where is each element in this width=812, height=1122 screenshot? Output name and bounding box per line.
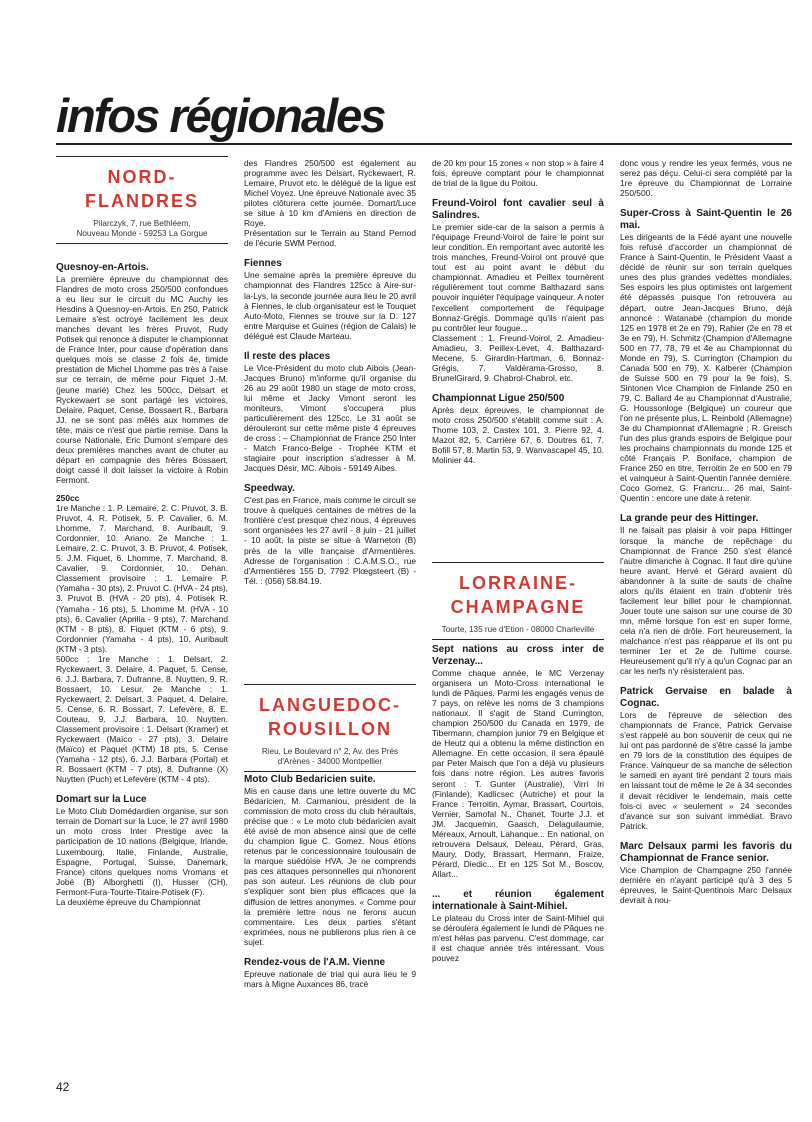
article-heading: Marc Delsaux parmi les favoris du Championnat de France senior.: [620, 840, 792, 864]
article-body: La première épreuve du championnat des Flandres de moto cross 250/500 confondues a eu lieu sur le circuit du MC Auchy les Hesdins à Quesnoy-en-Artois. En 250, Patrick Lemaire s'est octroyé facilement les deux manches devant les frères Pruvot, Rudy Potisek qui renonce à disputer le championnat de France Inter, pour cause d'opération dans quelques mois se classe 2 fois 4e, timide prestation de Michel Lhomme pas très à l'aise sur ce terrain, de même pour Fiquet J.-M. (jeune marié) Chez les 500cc, Delsart et Ryckewaert se sont partagé les victoires, Delaire, Paquet, Cense, Bossaert R., Barbara JJ. ne se sont pas mêlés aux hommes de tête, mais ce n'est que partie remise. Dans la course Nationale, Eric Dumont s'empare des deux premières manches avant de chuter au départ en compagnie des frères Bossaert, doigt cassé il doit laisser la victoire à Robin Fermont.: [56, 274, 228, 485]
column-3: [432, 158, 604, 465]
article-body: de 20 km pour 15 zones « non stop » à faire 4 fois, épreuve comptant pour le championnat de trial de la ligue du Poitou.: [432, 158, 604, 189]
article-body: Le plateau du Cross inter de Saint-Mihiel qui se déroulera également le lundi de Pâques ne m'est hélas pas parvenu. C'est dommage, car il est chaque année très intéressant. Vous pouvez: [432, 912, 604, 964]
article-body: Vice Champion de Champagne 250 l'année dernière en n'ayant participé qu'à 3 des 5 épreuves, le Saint-Quentinois Marc Delsaux devrait à nou-: [620, 864, 792, 905]
article-heading: Quesnoy-en-Artois.: [56, 262, 149, 273]
region-address: Rieu, Le Boulevard n° 2, Av. des Prés d'Arènes - 34000 Montpellier: [261, 747, 399, 766]
article-body: Après deux épreuves, le championnat de moto cross 250/500 s'établit comme suit : A. Thome 103, 2. Castex 101, 3. Pierre 92, 4. Mazot 82, 5. Carrière 67, 6. Doutres 61, 7. Bofill 57, 8. Martin 53, 9. Wanvascapel 45, 10. Molinier 44.: [432, 404, 604, 466]
column-4: [620, 158, 792, 905]
article-body: Mis en cause dans une lettre ouverte du MC Bédaricien, M. Carmaniou, président de la commission de moto cross du club héraultais, précise que : « Le moto club bédaricien avait été avisé de mon absence ainsi que de celle du champion ligue C. Gomez. Nous étions retenus par le concessionnaire toulousain de la marque suédoise HVA. Je ne comprends pas ces attaques personnelles qui n'honorent pas son auteur. Les réunions de club pour s'expliquer sont bien plus efficaces que la diffusion de lettres anonymes. « Comme pour la première lettre nous ne ferons aucun commentaire. Les deux parties s'étant exprimées, nous ne publierons plus rien à ce sujet.: [244, 786, 416, 947]
article-body: La deuxième épreuve du Championnat: [56, 896, 201, 907]
article-body: donc vous y rendre les yeux fermés, vous ne serez pas déçu. Celui-ci sera complété par la 1re épreuve du Championnat de Lorraine 250/500.: [620, 158, 792, 199]
region-box-languedoc-rousillon: [244, 684, 416, 772]
article-heading: Freund-Voirol font cavalier seul à Salindres.: [432, 198, 604, 222]
article-body: Lors de l'épreuve de sélection des championnats de France, Patrick Gervaise s'est rappelé au bon souvenir de ceux qui ne lui ont pas pardonné de s'être cassé la jambe en 79 lors de la constitution des équipes de France. Vainqueur de sa manche de sélection le samedi en ayant tiré pendant 2 tours mais en laissant tout de même le 2e à 34 secondes il devait récidiver le lendemain, mais cette fois-ci avec « seulement » 24 secondes d'avance sur son suivant immédiat. Bravo Patrick.: [620, 710, 792, 831]
region-address: Pilarczyk, 7, rue Bethléem, Nouveau Monde - 59253 La Gorgue: [76, 219, 208, 238]
column-3-lower: [432, 644, 604, 963]
article-heading: Rendez-vous de l'A.M. Vienne: [244, 956, 386, 968]
region-box-lorraine-champagne: [432, 562, 604, 640]
article-heading: La grande peur des Hittinger.: [620, 513, 759, 525]
article-heading: Championnat Ligue 250/500: [432, 392, 565, 404]
region-name: LANGUEDOC- ROUSILLON: [259, 695, 401, 739]
article-body: Le Moto Club Domédardien organise, sur son terrain de Domart sur la Luce, le 27 avril 1980 un moto cross Inter Prestige avec la participation de 10 nations (Belgique, Irlande, Luxembourg, Italie, Finlande, Australie, Espagne, Portugal, Suisse, Danemark, France) citons quelques noms Vromans et Jobé (B) Alborghetti (I), Husser (CH), Fermont-Fura-Tourte-Titaire-Potisek (F).: [56, 806, 228, 897]
page-title: infos régionales: [56, 89, 385, 142]
article-subheading: 250cc: [56, 492, 80, 503]
article-body: 1re Manche : 1. P. Lemaire, 2. C. Pruvot, 3. B. Pruvot, 4. R. Potisek, 5. P. Cavalier, 6. M. Lhomme, 7. Marchand, 8. Auribault, 9. Cordonnier, 10. Ariano. 2e Manche : 1. Lemaire, 2. C. Pruvot, 3. B. Pruvot, 4. Potisek, 5. J.M. Fiquet, 6. Lhomme, 7. Marchand, 8. Cavalier, 9. Cordonnier, 10. Dehan. Classement provisoire : 1. Lemaire P. (Yamaha - 30 pts), 2. Pruvot C. (HVA - 24 pts), 3. Pruvot B. (HVA - 20 pts), 4. Potisek R. (Yamaha - 16 pts), 5. Lhomme M. (HVA - 10 pts), 6. Cavalier (Aprilia - 9 pts), 7. Marchand (KTM - 8 pts), 8. Fiquet (KTM - 6 pts), 9. Cordonnier (Yamaha - 4 pts), 10. Auribault (KTM - 3 pts).: [56, 503, 228, 654]
article-heading: Super-Cross à Saint-Quentin le 26 mai.: [620, 208, 792, 232]
article-heading: Sept nations au cross inter de Verzenay...: [432, 644, 604, 667]
column-1: [56, 262, 228, 907]
article-body: Le Vice-Président du moto club Aibois (Jean-Jacques Bruno) m'informe qu'il organise du 26 au 29 août 1980 un stage de moto cross, lui même et Jacky Vimont seront les moniteurs, Vimont s'occupera plus particulièrement des 125cc. Le 31 août se dérouleront sur cette même piste 4 épreuves de cross : – Championnat de France 250 Inter - Match Franco-Belge - Trophée KTM et stagiaire pour inscription s'adresser à M. Jacques Désir, MC. Aibois - 59149 Aibes.: [244, 362, 416, 474]
article-body: Une semaine après la première épreuve du championnat des Flandres 125cc à Aire-sur-la-Lys, la seconde journée aura lieu le 20 avril à Fiennes, le club organisateur est le Touquet Auto-Moto, Fiennes se trouve sur la D. 127 entre Marquise et Guines (région de Calais) le délégué est Claude Marteau.: [244, 270, 416, 341]
region-name: LORRAINE- CHAMPAGNE: [450, 573, 586, 617]
article-body: Il ne faisait pas plaisir à voir papa Hittinger lorsque la manche de repêchage du Championnat de France 250 s'est élancé l'autre dimanche à Cognac. Il faut dire qu'une heure avant, Hervé et Gérard avaient dû abandonner à la suite de sauts de chaîne alors qu'ils étaient en train d'obtenir très facilement leur billet pour le championnat. Jouer toute une saison sur une course de 30 mn, même lorsque l'on est en super forme, cela n'a rien de drôle. Fort heureusement, la malchance n'est pas réapparue et ils ont pu terminer 1er et 2e de l'ultime course. Heureusement qu'il n'y a qu'un Cognac par an car les nerfs n'y résisteraient pas.: [620, 525, 792, 677]
region-address: Tourte, 135 rue d'Etion - 08000 Charleville: [441, 625, 595, 634]
article-body: C'est pas en France, mais comme le circuit se trouve à quelques centaines de mètres de la frontière c'est presque chez nous, 4 épreuves sont organisées les 27 avril - 8 juin - 21 juillet - 10 août, la piste se situe à Warneton (B) près de la ville française d'Armentières. Adresse de l'organisation : C.A.M.S.O., rue d'Armentières 155 D, 7792 Plœgsteert (B) - Tél. : (056) 58.84.19.: [244, 495, 416, 586]
article-heading: Il reste des places: [244, 350, 331, 362]
article-heading: Speedway.: [244, 483, 295, 495]
article-heading: Domart sur la Luce: [56, 794, 147, 806]
region-name: NORD- FLANDRES: [85, 167, 199, 211]
article-body: des Flandres 250/500 est également au programme avec les Delsart, Ryckewaert, R. Lemaire, Pruvot etc. le délégué de la ligue est Michel Voyez. Une épreuve Nationale avec 35 pilotes clôturera cette journée. Domart/Luce se situe à 10 km d'Amiens en direction de Roye.: [244, 158, 416, 229]
article-body: Le premier side-car de la saison a permis à l'équipage Freund-Voirol de faire le point sur leur condition. En remportant avec autorité les trois manches, Freund-Voirol ont prouvé que tout est au point avant le début du championnat. Amadieu et Peillex tournèrent régulièrement tout comme Balthazard sans pouvoir inquiéter l'équipage vainqueur. A noter l'excellent comportement de l'équipage Bonnaz-Grégis. Dommage qu'ils n'aient pas pu contrôler leur fougue...: [432, 222, 604, 333]
article-body: Les dirigeants de la Fédé ayant une nouvelle fois refusé d'accorder un championnat de France à Saint-Quentin, le Président Vaast a décidé de réunir sur son terrain quelques unes des plus grandes vedettes mondiales. Ses espoirs les plus optimistes ont largement été dépassés puisque l'on retrouvera au départ, outre Jean-Jacques Bruno, déjà annoncé : Watanabé (champion du monde 125 en 1978 et 2e en 79), Rahier (2e en 78 et 3e en 79), H. Schmitz (Champion d'Allemagne 500 en 77, 78, 79 et 4e au Championnat du Monde en 79), S. Currington (Champion du Canada 500 en 79), X. Kalberer (Champion de Suisse 500 en 79 pour la 9e fois), S. Sintonen Vice Champion de Finlande 250 en 79, C. Ballard 4e au Championnat d'Australie, G. Houssonloge (Belgique) un coureur que l'on ne présente plus, L. Reinbold (Allemagne) 3e du Championnat d'Allemagne ; R. Greisch l'un des plus grands espoirs de Belgique pour les prochains championnats du monde 125 et côté Français P. Boniface, champion de France 250 en titre, Terroitin 2e en 500 en 79 et vainqueur à Saint-Quentin l'année dernière. Coco Gomez, G. Francru... 26 mai, Saint-Quentin : encore une date à retenir.: [620, 232, 792, 504]
title-rule: [56, 143, 792, 145]
article-body: Classement : 1. Freund-Voirol, 2. Amadieu-Amadieu, 3. Peillex-Levet, 4. Balthazard-Mecene, 5. Girardin-Hartman, 6. Bonnaz-Grégis, 7. Valdérama-Grosso, 8. BrunelGirard, 9. Chabrol-Chabrol, etc.: [432, 332, 604, 383]
article-body: 500cc : 1re Manche : 1. Delsart, 2. Ryckewaert, 3. Delaire, 4. Paquet, 5. Cense, 6. J.J. Barbara, 7. Dufranne, 8. Nuytten, 9. R. Bossaert, 10. Lesur. 2e Manche : 1. Ryckewaert, 2. Delsart, 3. Paquet, 4. Delaire, 5. Cense, 6. R. Bossart, 7. Lefevère, 8. E. Couteau, 9. J.J. Barbara, 10. Nuytten. Classement provisoire : 1. Delsart (Kramer) et Ryckewaert (Maïco - 27 pts), 3. Delaire (Maïco) et Paquet (KTM) 18 pts, 5. Cense (Yamaha - 12 pts), 6. J.J. Barbara (Portal) et R. Bossaert (KTM - 7 pts), 8. Dufranne (X) Nuytten (Puch) et Lefevère (KTM - 4 pts).: [56, 653, 228, 785]
region-box-nord-flandres: [56, 156, 228, 244]
article-heading: Patrick Gervaise en balade à Cognac.: [620, 686, 792, 710]
column-2: [244, 158, 416, 586]
article-heading: ... et réunion également internationale à Saint-Mihiel.: [432, 888, 604, 912]
page-number: 42: [56, 1080, 70, 1094]
column-2-lower: [244, 774, 416, 989]
article-body: Epreuve nationale de trial qui aura lieu le 9 mars à Migne Auxances 86, tracé: [244, 968, 416, 989]
article-body: Présentation sur le Terrain au Stand Pernod de l'écurie SWM Pernod.: [244, 228, 416, 249]
article-heading: Fiennes: [244, 258, 282, 270]
article-heading: Moto Club Bedaricien suite.: [244, 774, 376, 785]
article-body: Comme chaque année, le MC Verzenay organisera un Moto-Cross international le lundi de Pâques. Parmi les engagés venus de 7 pays, on relève les noms de 3 champions nationaux. Il s'agit de Stand Currington, champion 250/500 du Canada en 1979, de Tibermann, champion junior 79 en Belgique et de Heutz qui a obtenu la même distinction en Allemagne. En cette occasion, il sera épaulé par Peter Maisch que l'on a déjà vu plusieurs fois dans notre région. Les autres favoris seront : T. Gunter (Australie), Virri Iri (Finlande), Kadlicsec (Autriche) et pour la France : Terroitin, Aymar, Brassart, Courtois, Vernier, Samofal N., Chanet, Tourte J.J. et JM. Jacquemin, Gaasch, Delaguilaumie, Méreaux, Arnoult, Lahanque... En national, on retrouvera Delsaux, Deleau, Pérard, Gras, Maury, Dody, Brassart, Hermann, Fraize, Pérard, Diedic... Et en 125 Sot M., Boscov, Allart...: [432, 668, 604, 879]
